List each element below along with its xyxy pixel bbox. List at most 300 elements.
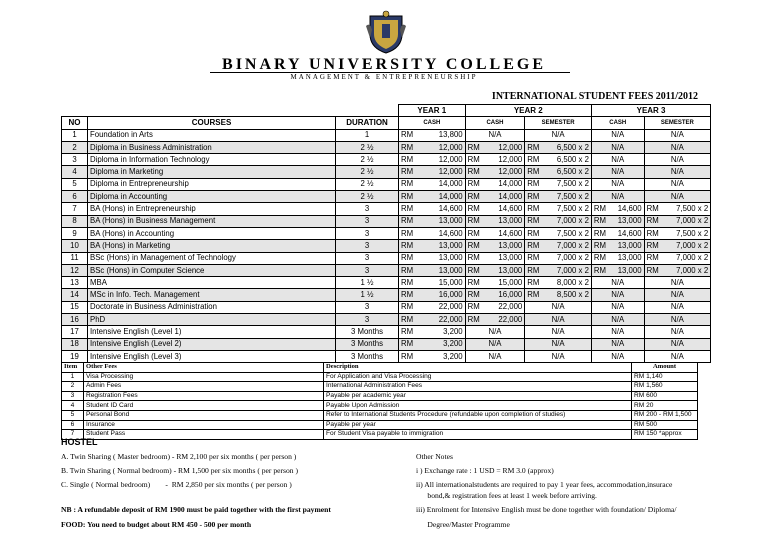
fee-cell-y2s: N/A — [525, 314, 592, 326]
other-fee-row — [62, 401, 698, 411]
course-duration: 3 — [336, 227, 399, 239]
fee-cell-y3s: N/A — [644, 314, 711, 326]
row-number: 18 — [62, 338, 88, 350]
fee-cell-y2c: 12,000 — [482, 141, 525, 153]
fee-cell-y1: 14,000 — [415, 178, 465, 190]
item-number: 7 — [62, 430, 84, 440]
fee-cell-y2s: 7,000 x 2 — [541, 252, 591, 264]
fee-cell-y2s: N/A — [525, 350, 592, 362]
other-fee-row — [62, 430, 698, 440]
course-name: Intensive English (Level 1) — [88, 326, 336, 338]
fee-cell-y1: 12,000 — [415, 166, 465, 178]
fee-cell-y2c: 15,000 — [482, 277, 525, 289]
fee-cell-y3s: N/A — [644, 154, 711, 166]
fee-cell-y2s: 6,500 x 2 — [541, 154, 591, 166]
fee-cell-y2c: N/A — [465, 129, 525, 141]
fee-cell-y3s: N/A — [644, 301, 711, 313]
currency-label: RM — [465, 227, 482, 239]
currency-label: RM — [591, 264, 608, 276]
course-name: Doctorate in Business Administration — [88, 301, 336, 313]
row-number: 1 — [62, 129, 88, 141]
fee-cell-y2c: 13,000 — [482, 264, 525, 276]
university-crest-icon — [366, 10, 406, 54]
other-notes-title: Other Notes — [416, 452, 453, 461]
fee-cell-y3s: 7,500 x 2 — [661, 227, 711, 239]
fee-cell-y3c: N/A — [591, 314, 644, 326]
fee-cell-y1: 13,000 — [415, 215, 465, 227]
item-number: 3 — [62, 391, 84, 401]
fee-cell-y3c: N/A — [591, 166, 644, 178]
fee-cell-y3s: N/A — [644, 289, 711, 301]
course-fees-table — [61, 104, 711, 363]
fee-description: Payable per year — [324, 420, 632, 430]
course-duration: 3 — [336, 252, 399, 264]
fee-description: Payable per academic year — [324, 391, 632, 401]
currency-label: RM — [465, 264, 482, 276]
currency-label: RM — [399, 264, 416, 276]
currency-label: RM — [399, 166, 416, 178]
fee-cell-y3s: 7,000 x 2 — [661, 240, 711, 252]
course-name: BSc (Hons) in Computer Science — [88, 264, 336, 276]
other-fee-row — [62, 391, 698, 401]
currency-label: RM — [525, 240, 542, 252]
fee-cell-y2s: 7,000 x 2 — [541, 215, 591, 227]
fee-cell-y3s: N/A — [644, 338, 711, 350]
currency-label: RM — [399, 191, 416, 203]
fee-cell-y1: 13,800 — [415, 129, 465, 141]
y3-semester-header: SEMESTER — [644, 117, 711, 129]
fee-cell-y1: 16,000 — [415, 289, 465, 301]
fee-amount: RM 150 *approx — [632, 430, 698, 440]
document-header — [0, 0, 768, 88]
currency-label: RM — [525, 227, 542, 239]
fee-cell-y3s: N/A — [644, 350, 711, 362]
currency-label: RM — [465, 240, 482, 252]
fee-cell-y2s: N/A — [525, 129, 592, 141]
fee-cell-y3s: N/A — [644, 178, 711, 190]
fee-cell-y3s: N/A — [644, 166, 711, 178]
currency-label: RM — [525, 191, 542, 203]
other-fees-header-row — [62, 363, 698, 373]
currency-label: RM — [591, 227, 608, 239]
fee-cell-y2c: 14,000 — [482, 178, 525, 190]
fee-amount: RM 20 — [632, 401, 698, 411]
row-number: 12 — [62, 264, 88, 276]
currency-label: RM — [399, 289, 416, 301]
course-name: BA (Hons) in Business Management — [88, 215, 336, 227]
fee-description: Payable Upon Admission — [324, 401, 632, 411]
fee-cell-y3s: N/A — [644, 129, 711, 141]
y2-semester-header: SEMESTER — [525, 117, 592, 129]
course-duration: 2 ½ — [336, 141, 399, 153]
currency-label: RM — [591, 215, 608, 227]
course-duration: 3 — [336, 314, 399, 326]
fee-cell-y1: 15,000 — [415, 277, 465, 289]
fee-cell-y1: 12,000 — [415, 154, 465, 166]
fee-cell-y2s: N/A — [525, 301, 592, 313]
currency-label: RM — [644, 215, 661, 227]
fee-cell-y3c: N/A — [591, 289, 644, 301]
currency-label: RM — [399, 326, 416, 338]
fee-name: Personal Bond — [84, 410, 324, 420]
row-number: 19 — [62, 350, 88, 362]
year-3-header: YEAR 3 — [591, 105, 710, 117]
fee-cell-y2c: 13,000 — [482, 240, 525, 252]
currency-label: RM — [525, 215, 542, 227]
note-advance-payment: ii) All internationalstudents are required to pay 1 year fees, accommodation,insurace — [416, 480, 673, 489]
university-subtitle: MANAGEMENT & ENTREPRENEURSHIP — [290, 73, 478, 81]
item-number: 5 — [62, 410, 84, 420]
table-row — [62, 289, 711, 301]
currency-label: RM — [591, 240, 608, 252]
currency-label: RM — [525, 277, 542, 289]
row-number: 10 — [62, 240, 88, 252]
course-duration: 3 — [336, 203, 399, 215]
other-fee-row — [62, 420, 698, 430]
course-name: PhD — [88, 314, 336, 326]
note-advance-payment-cont: bond,& registration fees at least 1 week before arriving. — [416, 491, 597, 500]
course-duration: 1 ½ — [336, 289, 399, 301]
currency-label: RM — [399, 178, 416, 190]
table-row — [62, 338, 711, 350]
currency-label: RM — [399, 215, 416, 227]
fee-cell-y2s: 7,000 x 2 — [541, 264, 591, 276]
fee-cell-y2s: 7,500 x 2 — [541, 203, 591, 215]
course-duration: 3 Months — [336, 350, 399, 362]
course-duration: 1 ½ — [336, 277, 399, 289]
fee-cell-y3c: N/A — [591, 326, 644, 338]
course-duration: 3 — [336, 264, 399, 276]
course-duration: 2 ½ — [336, 166, 399, 178]
fee-cell-y1: 3,200 — [415, 326, 465, 338]
row-number: 3 — [62, 154, 88, 166]
course-name: Foundation in Arts — [88, 129, 336, 141]
fee-cell-y2s: 6,500 x 2 — [541, 166, 591, 178]
currency-label: RM — [465, 215, 482, 227]
course-name: Diploma in Entrepreneurship — [88, 178, 336, 190]
fee-cell-y2s: 7,000 x 2 — [541, 240, 591, 252]
row-number: 6 — [62, 191, 88, 203]
row-number: 13 — [62, 277, 88, 289]
fees-title: INTERNATIONAL STUDENT FEES 2011/2012 — [491, 91, 698, 102]
currency-label: RM — [525, 154, 542, 166]
currency-label: RM — [399, 277, 416, 289]
year-2-header: YEAR 2 — [465, 105, 591, 117]
other-fee-row — [62, 382, 698, 392]
currency-label: RM — [399, 314, 416, 326]
other-fee-row — [62, 410, 698, 420]
course-name: Diploma in Business Administration — [88, 141, 336, 153]
table-row — [62, 178, 711, 190]
fee-cell-y2c: N/A — [465, 338, 525, 350]
course-name: MBA — [88, 277, 336, 289]
fee-cell-y3s: N/A — [644, 191, 711, 203]
table-row — [62, 277, 711, 289]
item-header: Item — [62, 363, 84, 373]
row-number: 4 — [62, 166, 88, 178]
fee-amount: RM 1,140 — [632, 372, 698, 382]
currency-label: RM — [465, 154, 482, 166]
currency-label: RM — [399, 252, 416, 264]
currency-label: RM — [591, 203, 608, 215]
fee-cell-y3c: 13,000 — [608, 252, 644, 264]
table-row — [62, 252, 711, 264]
fee-cell-y2c: 16,000 — [482, 289, 525, 301]
currency-label: RM — [525, 203, 542, 215]
fee-cell-y3c: N/A — [591, 129, 644, 141]
table-row — [62, 166, 711, 178]
item-number: 4 — [62, 401, 84, 411]
currency-label: RM — [465, 252, 482, 264]
currency-label: RM — [525, 289, 542, 301]
fee-name: Visa Processing — [84, 372, 324, 382]
fee-cell-y2s: N/A — [525, 326, 592, 338]
currency-label: RM — [465, 314, 482, 326]
fee-cell-y3c: N/A — [591, 301, 644, 313]
fee-cell-y3s: N/A — [644, 277, 711, 289]
currency-label: RM — [465, 141, 482, 153]
no-header: NO — [62, 117, 88, 129]
other-fees-table — [61, 362, 698, 440]
fee-name: Insurance — [84, 420, 324, 430]
description-header: Description — [324, 363, 632, 373]
fee-cell-y2c: 14,600 — [482, 203, 525, 215]
currency-label: RM — [525, 264, 542, 276]
course-duration: 3 Months — [336, 326, 399, 338]
fee-description: For Application and Visa Processing — [324, 372, 632, 382]
course-duration: 2 ½ — [336, 154, 399, 166]
fee-cell-y2s: 8,000 x 2 — [541, 277, 591, 289]
y2-cash-header: CASH — [465, 117, 525, 129]
hostel-deposit-note: NB : A refundable deposit of RM 1900 must be paid together with the first payment — [61, 505, 331, 514]
course-name: BSc (Hons) in Management of Technology — [88, 252, 336, 264]
fee-cell-y3c: 13,000 — [608, 215, 644, 227]
fee-cell-y2s: N/A — [525, 338, 592, 350]
fee-cell-y2s: 8,500 x 2 — [541, 289, 591, 301]
table-row — [62, 154, 711, 166]
currency-label: RM — [591, 252, 608, 264]
fee-cell-y3c: 13,000 — [608, 240, 644, 252]
item-number: 1 — [62, 372, 84, 382]
fee-name: Student Pass — [84, 430, 324, 440]
fee-cell-y1: 22,000 — [415, 301, 465, 313]
course-duration: 2 ½ — [336, 191, 399, 203]
course-name: Diploma in Accounting — [88, 191, 336, 203]
course-name: Diploma in Information Technology — [88, 154, 336, 166]
duration-header: DURATION — [336, 117, 399, 129]
course-name: Intensive English (Level 2) — [88, 338, 336, 350]
university-name: BINARY UNIVERSITY COLLEGE — [222, 56, 546, 73]
fee-cell-y2c: 13,000 — [482, 252, 525, 264]
fee-cell-y3c: N/A — [591, 191, 644, 203]
currency-label: RM — [465, 301, 482, 313]
year-1-header: YEAR 1 — [399, 105, 466, 117]
amount-header: Amount — [632, 363, 698, 373]
column-header-row — [62, 117, 711, 129]
hostel-option-a: A. Twin Sharing ( Master bedroom) - RM 2,100 per six months ( per person ) — [61, 452, 297, 461]
fee-cell-y2s: 6,500 x 2 — [541, 141, 591, 153]
currency-label: RM — [644, 227, 661, 239]
table-row — [62, 215, 711, 227]
currency-label: RM — [399, 227, 416, 239]
year-header-row — [62, 105, 711, 117]
fee-cell-y3s: 7,000 x 2 — [661, 264, 711, 276]
fee-name: Registration Fees — [84, 391, 324, 401]
row-number: 8 — [62, 215, 88, 227]
fee-description: For Student Visa payable to immigration — [324, 430, 632, 440]
fee-cell-y3c: N/A — [591, 350, 644, 362]
fee-cell-y1: 13,000 — [415, 240, 465, 252]
note-intensive-english: iii) Enrolment for Intensive English must be done together with foundation/ Diploma/ — [416, 505, 677, 514]
fee-cell-y3c: N/A — [591, 277, 644, 289]
hostel-title: HOSTEL — [61, 437, 98, 447]
currency-label: RM — [525, 252, 542, 264]
fee-cell-y3s: 7,000 x 2 — [661, 215, 711, 227]
currency-label: RM — [399, 240, 416, 252]
currency-label: RM — [399, 203, 416, 215]
fee-cell-y3c: 14,600 — [608, 227, 644, 239]
row-number: 14 — [62, 289, 88, 301]
currency-label: RM — [644, 252, 661, 264]
table-row — [62, 326, 711, 338]
row-number: 11 — [62, 252, 88, 264]
note-exchange-rate: i ) Exchange rate : 1 USD = RM 3.0 (approx) — [416, 466, 554, 475]
fee-amount: RM 600 — [632, 391, 698, 401]
table-row — [62, 203, 711, 215]
currency-label: RM — [399, 129, 416, 141]
currency-label: RM — [644, 203, 661, 215]
hostel-option-b: B. Twin Sharing ( Normal bedroom) - RM 1,500 per six months ( per person ) — [61, 466, 299, 475]
row-number: 16 — [62, 314, 88, 326]
y1-cash-header: CASH — [399, 117, 466, 129]
fee-cell-y1: 14,600 — [415, 203, 465, 215]
course-name: Diploma in Marketing — [88, 166, 336, 178]
table-row — [62, 350, 711, 362]
fee-cell-y3c: N/A — [591, 154, 644, 166]
item-number: 6 — [62, 420, 84, 430]
fee-cell-y3c: 13,000 — [608, 264, 644, 276]
note-intensive-english-cont: Degree/Master Programme — [416, 520, 510, 529]
table-row — [62, 240, 711, 252]
courses-header: COURSES — [88, 117, 336, 129]
currency-label: RM — [465, 289, 482, 301]
other-fee-row — [62, 372, 698, 382]
currency-label: RM — [465, 178, 482, 190]
currency-label: RM — [465, 166, 482, 178]
course-duration: 3 — [336, 240, 399, 252]
currency-label: RM — [399, 350, 416, 362]
currency-label: RM — [644, 240, 661, 252]
row-number: 2 — [62, 141, 88, 153]
fee-cell-y2c: 14,000 — [482, 191, 525, 203]
y3-cash-header: CASH — [591, 117, 644, 129]
course-name: BA (Hons) in Entrepreneurship — [88, 203, 336, 215]
row-number: 7 — [62, 203, 88, 215]
course-duration: 1 — [336, 129, 399, 141]
currency-label: RM — [525, 166, 542, 178]
table-row — [62, 141, 711, 153]
fee-cell-y3s: N/A — [644, 326, 711, 338]
table-row — [62, 191, 711, 203]
fee-cell-y2c: 12,000 — [482, 166, 525, 178]
fee-cell-y2c: 14,600 — [482, 227, 525, 239]
fee-name: Student ID Card — [84, 401, 324, 411]
currency-label: RM — [399, 154, 416, 166]
course-name: Intensive English (Level 3) — [88, 350, 336, 362]
fee-cell-y3c: N/A — [591, 178, 644, 190]
fee-cell-y1: 3,200 — [415, 338, 465, 350]
row-number: 17 — [62, 326, 88, 338]
fee-description: Refer to International Students Procedure (refundable upon completion of studies) — [324, 410, 632, 420]
course-name: BA (Hons) in Marketing — [88, 240, 336, 252]
fee-cell-y3c: N/A — [591, 141, 644, 153]
fee-cell-y2s: 7,500 x 2 — [541, 191, 591, 203]
fee-cell-y1: 3,200 — [415, 350, 465, 362]
fee-amount: RM 500 — [632, 420, 698, 430]
fee-cell-y2s: 7,500 x 2 — [541, 178, 591, 190]
fee-cell-y2c: 13,000 — [482, 215, 525, 227]
fee-cell-y1: 13,000 — [415, 252, 465, 264]
fee-cell-y1: 14,600 — [415, 227, 465, 239]
hostel-option-c: C. Single ( Normal bedroom) - RM 2,850 per six months ( per person ) — [61, 480, 292, 489]
fee-cell-y2c: 22,000 — [482, 314, 525, 326]
currency-label: RM — [399, 301, 416, 313]
fee-name: Admin Fees — [84, 382, 324, 392]
row-number: 15 — [62, 301, 88, 313]
currency-label: RM — [399, 338, 416, 350]
course-duration: 3 — [336, 301, 399, 313]
course-duration: 3 — [336, 215, 399, 227]
fee-amount: RM 1,560 — [632, 382, 698, 392]
currency-label: RM — [399, 141, 416, 153]
currency-label: RM — [465, 203, 482, 215]
course-duration: 3 Months — [336, 338, 399, 350]
row-number: 5 — [62, 178, 88, 190]
table-row — [62, 129, 711, 141]
fee-cell-y3s: 7,000 x 2 — [661, 252, 711, 264]
fee-cell-y3c: N/A — [591, 338, 644, 350]
item-number: 2 — [62, 382, 84, 392]
fee-cell-y1: 14,000 — [415, 191, 465, 203]
fee-description: International Administration Fees — [324, 382, 632, 392]
fee-cell-y3c: 14,600 — [608, 203, 644, 215]
course-name: MSc in Info. Tech. Management — [88, 289, 336, 301]
fee-cell-y1: 13,000 — [415, 264, 465, 276]
currency-label: RM — [465, 277, 482, 289]
currency-label: RM — [525, 141, 542, 153]
fee-cell-y2c: 12,000 — [482, 154, 525, 166]
fee-amount: RM 200 - RM 1,500 — [632, 410, 698, 420]
table-row — [62, 227, 711, 239]
currency-label: RM — [465, 191, 482, 203]
currency-label: RM — [525, 178, 542, 190]
fee-cell-y2s: 7,500 x 2 — [541, 227, 591, 239]
fee-cell-y1: 12,000 — [415, 141, 465, 153]
fee-cell-y2c: N/A — [465, 350, 525, 362]
table-row — [62, 264, 711, 276]
course-duration: 2 ½ — [336, 178, 399, 190]
fee-cell-y2c: N/A — [465, 326, 525, 338]
row-number: 9 — [62, 227, 88, 239]
table-row — [62, 301, 711, 313]
fee-cell-y3s: N/A — [644, 141, 711, 153]
table-row — [62, 314, 711, 326]
currency-label: RM — [644, 264, 661, 276]
other-fees-header: Other Fees — [84, 363, 324, 373]
fee-cell-y3s: 7,500 x 2 — [661, 203, 711, 215]
course-name: BA (Hons) in Accounting — [88, 227, 336, 239]
fee-cell-y1: 22,000 — [415, 314, 465, 326]
